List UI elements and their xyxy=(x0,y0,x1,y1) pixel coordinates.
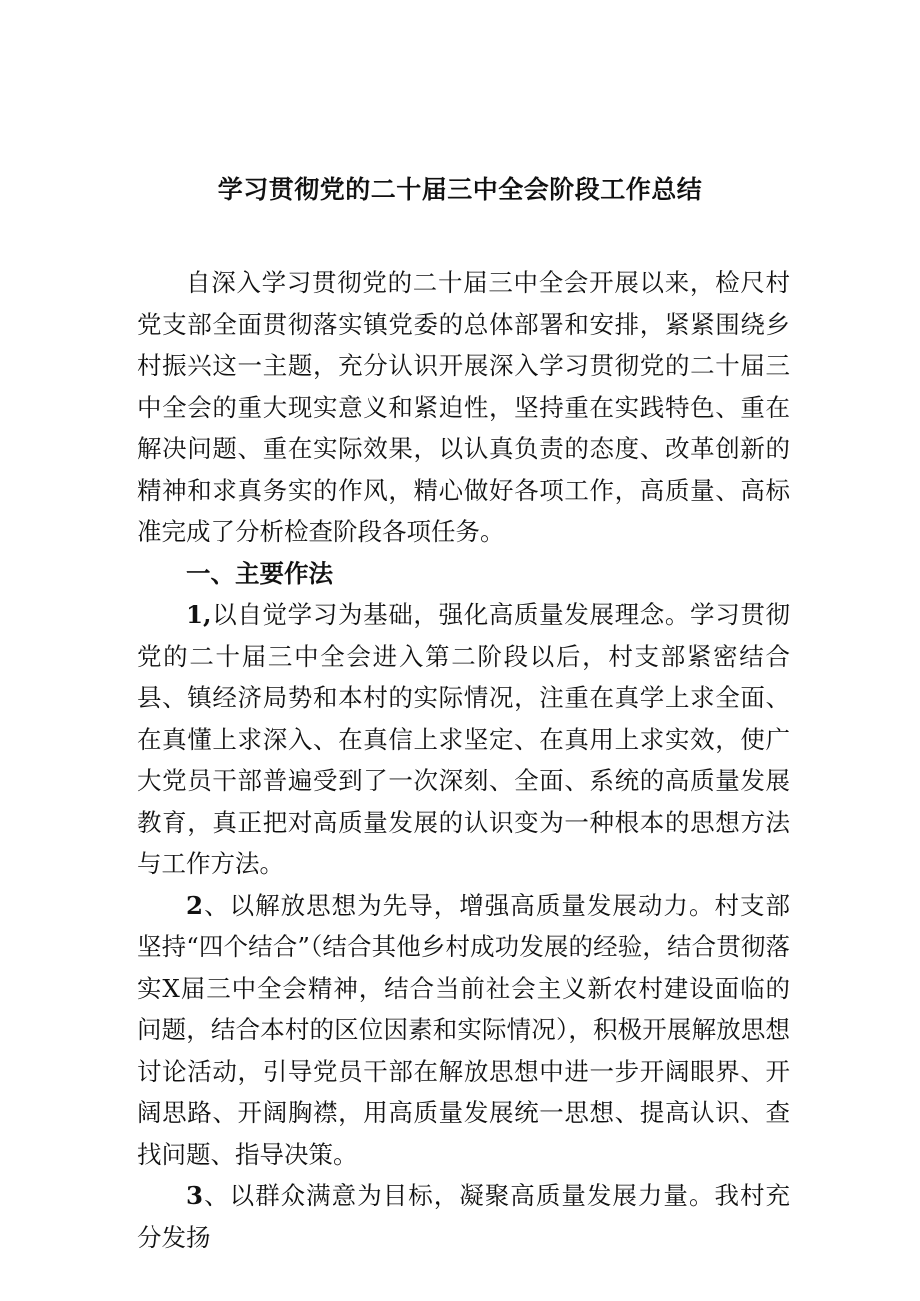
item-number: 1, xyxy=(186,600,212,629)
item-paragraph-3 xyxy=(137,1175,790,1258)
item-text: 以自觉学习为基础，强化高质量发展理念。学习贯彻党的二十届三中全会进入第二阶段以后，村支部紧密结合县、镇经济局势和本村的实际情况，注重在真学上求全面、在真懂上求深入、在真信上求坚定、在真用上求实效，使广大党员干部普遍受到了一次深刻、全面、系统的高质量发展教育，真正把对高质量发展的认识变为一种根本的思想方法与工作方法。 xyxy=(137,600,790,878)
item-text: 、以解放思想为先导，增强高质量发展动力。村支部坚持“四个结合”（结合其他乡村成功发展的经验，结合贯彻落实X届三中全会精神，结合当前社会主义新农村建设面临的问题，结合本村的区位因素和实际情况），积极开展解放思想讨论活动，引导党员干部在解放思想中进一步开阔眼界、开阔思路、开阔胸襟，用高质量发展统一思想、提高认识、查找问题、指导决策。 xyxy=(137,890,790,1169)
document-body xyxy=(137,262,790,1258)
item-text: 、以群众满意为目标，凝聚高质量发展力量。我村充分发扬 xyxy=(137,1181,790,1252)
intro-paragraph: 自深入学习贯彻党的二十届三中全会开展以来，检尺村党支部全面贯彻落实镇党委的总体部署和安排，紧紧围绕乡村振兴这一主题，充分认识开展深入学习贯彻党的二十届三中全会的重大现实意义和紧迫性，坚持重在实践特色、重在解决问题、重在实际效果，以认真负责的态度、改革创新的精神和求真务实的作风，精心做好各项工作，高质量、高标准完成了分析检查阶段各项任务。 xyxy=(137,268,790,546)
item-paragraph-2 xyxy=(137,885,790,1176)
document-title: 学习贯彻党的二十届三中全会阶段工作总结 xyxy=(217,175,703,204)
section-heading: 一、主要作法 xyxy=(186,558,333,588)
item-number: 2 xyxy=(186,890,204,920)
item-number: 3 xyxy=(186,1181,204,1210)
item-paragraph-1 xyxy=(137,594,790,885)
